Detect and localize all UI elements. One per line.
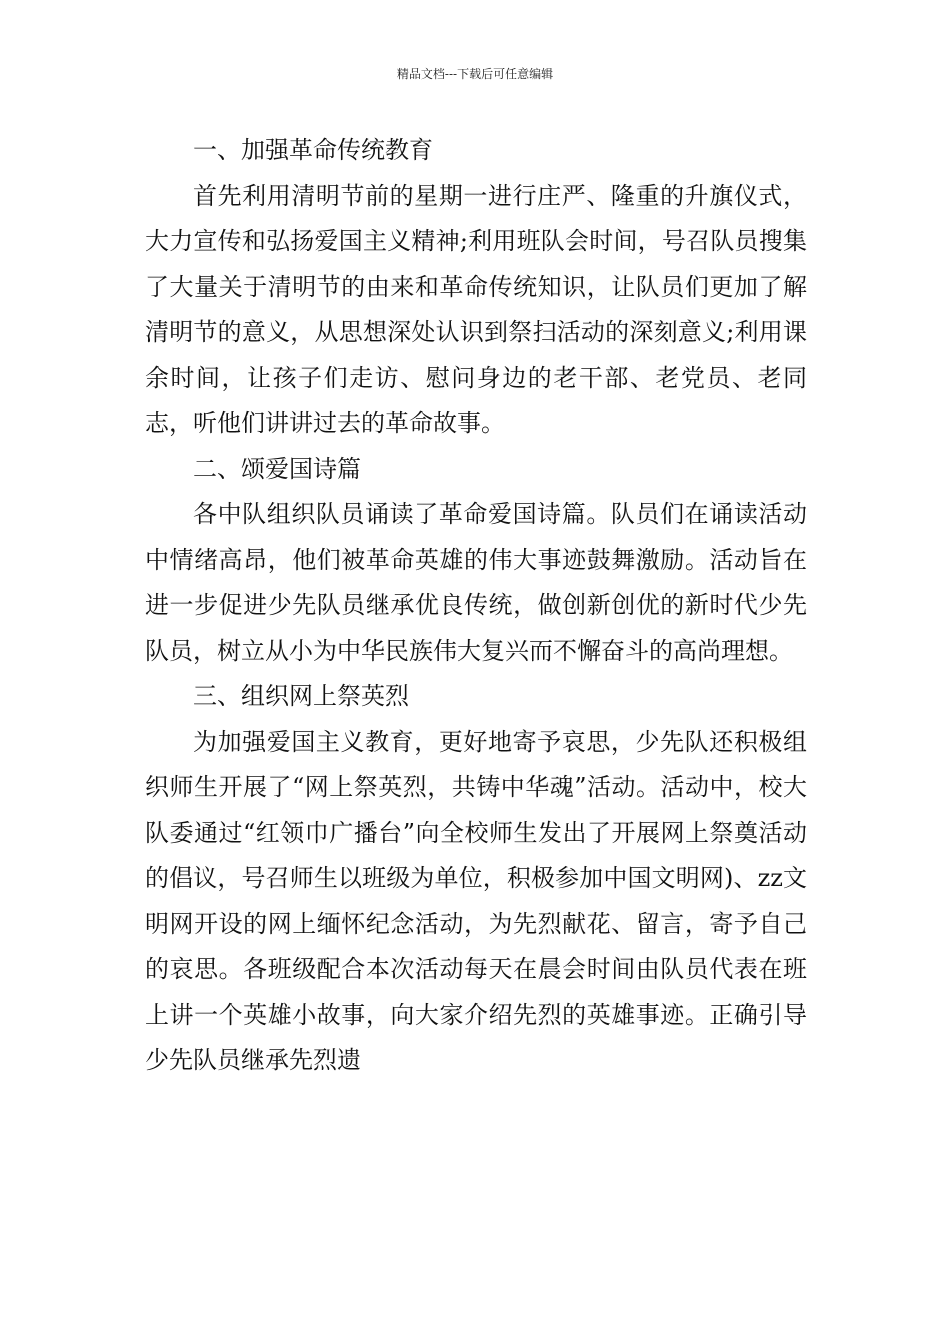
section-heading-3: 三、组织网上祭英烈 [193, 682, 409, 710]
document-body [145, 128, 807, 1084]
section-heading-1: 一、加强革命传统教育 [193, 136, 433, 164]
section-paragraph-1: 首先利用清明节前的星期一进行庄严、隆重的升旗仪式，大力宣传和弘扬爱国主义精神;利用班队会时间，号召队员搜集了大量关于清明节的由来和革命传统知识，让队员们更加了解清明节的意义，从思想深处认识到祭扫活动的深刻意义;利用课余时间，让孩子们走访、慰问身边的老干部、老党员、老同志，听他们讲讲过去的革命故事。 [145, 181, 807, 437]
section-paragraph-3: 为加强爱国主义教育，更好地寄予哀思，少先队还积极组织师生开展了“网上祭英烈，共铸中华魂”活动。活动中，校大队委通过“红领巾广播台”向全校师生发出了开展网上祭奠活动的倡议，号召师生以班级为单位，积极参加中国文明网)、zz文明网开设的网上缅怀纪念活动，为先烈献花、留言，寄予自己的哀思。各班级配合本次活动每天在晨会时间由队员代表在班上讲一个英雄小故事，向大家介绍先烈的英雄事迹。正确引导少先队员继承先烈遗 [145, 727, 807, 1074]
section-heading-2: 二、颂爱国诗篇 [193, 454, 361, 483]
section-paragraph-2: 各中队组织队员诵读了革命爱国诗篇。队员们在诵读活动中情绪高昂，他们被革命英雄的伟大事迹鼓舞激励。活动旨在进一步促进少先队员继承优良传统，做创新创优的新时代少先队员，树立从小为中华民族伟大复兴而不懈奋斗的高尚理想。 [145, 500, 807, 665]
page-header: 精品文档---下载后可任意编辑 [396, 67, 554, 81]
